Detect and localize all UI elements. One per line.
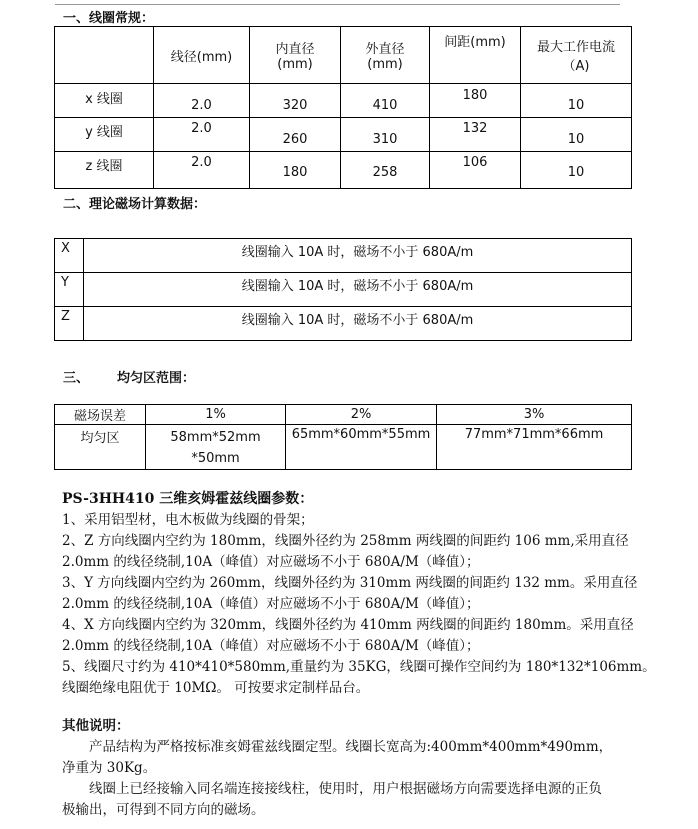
- table-row: Y 线圈输入 10A 时，磁场不小于 680A/m: [55, 273, 632, 307]
- params-line: 2、Z 方向线圈内空约为 180mm，线圈外径约为 258mm 两线圈的间距约 106 mm,采用直径: [62, 533, 629, 549]
- table-row: Z 线圈输入 10A 时，磁场不小于 680A/m: [55, 307, 632, 341]
- table-row: 均匀区 58mm*52mm *50mm 65mm*60mm*55mm 77mm*71mm*66mm: [55, 425, 632, 470]
- params-line: 2.0mm 的线径绕制,10A（峰值）对应磁场不小于 680A/M（峰值）；: [62, 638, 480, 654]
- params-line: 线圈绝缘电阻优于 10MΩ。 可按要求定制样品台。: [62, 680, 370, 696]
- table-row: z 线圈 2.0 180 258 106 10: [55, 152, 632, 189]
- coil-header-cell: [55, 27, 154, 84]
- notes-title: 其他说明：: [62, 718, 130, 734]
- notes-line: 净重为 30Kg。: [62, 760, 157, 776]
- table-row: y 线圈 2.0 260 310 132 10: [55, 118, 632, 152]
- params-line: 5、线圈尺寸约为 410*410*580mm,重量约为 35KG，线圈可操作空间约为 180*132*106mm。: [62, 659, 656, 675]
- notes-line: 产品结构为严格按标准亥姆霍兹线圈定型。线圈长宽高为:400mm*400mm*490mm，: [62, 739, 613, 755]
- coil-header-cell: 内直径 (mm): [250, 27, 341, 84]
- field-table: [54, 238, 632, 341]
- params-line: 1、采用铝型材，电木板做为线圈的骨架；: [62, 512, 314, 528]
- coil-header-cell: 线径(mm): [154, 27, 250, 84]
- section3-heading: 三、 均匀区范围：: [63, 371, 196, 386]
- coil-table: [54, 26, 632, 189]
- coil-header-cell: 最大工作电流 （A): [521, 27, 632, 84]
- notes-block: [62, 716, 662, 821]
- table-row: x 线圈 2.0 320 410 180 10: [55, 84, 632, 118]
- coil-header-cell: 间距(mm): [430, 27, 521, 84]
- header-rule: [55, 4, 620, 5]
- section2-heading: 二、理论磁场计算数据：: [63, 197, 207, 212]
- params-line: 4、X 方向线圈内空约为 320mm，线圈外径约为 410mm 两线圈的间距约 180mm。采用直径: [62, 617, 634, 633]
- coil-header-cell: 外直径 (mm): [341, 27, 430, 84]
- table-row: X 线圈输入 10A 时，磁场不小于 680A/m: [55, 239, 632, 273]
- params-block: [62, 489, 662, 699]
- notes-line: 线圈上已经接输入同名端连接接线柱，使用时，用户根据磁场方向需要选择电源的正负: [62, 781, 602, 797]
- params-line: 3、Y 方向线圈内空约为 260mm，线圈外径约为 310mm 两线圈的间距约 132 mm。采用直径: [62, 575, 638, 591]
- notes-line: 极输出，可得到不同方向的磁场。: [62, 802, 265, 818]
- uniform-value-1: 58mm*52mm *50mm: [146, 425, 286, 470]
- params-line: 2.0mm 的线径绕制,10A（峰值）对应磁场不小于 680A/M（峰值）；: [62, 554, 480, 570]
- params-line: 2.0mm 的线径绕制,10A（峰值）对应磁场不小于 680A/M（峰值）；: [62, 596, 480, 612]
- uniform-table: 磁场误差 1% 2% 3% 均匀区 58mm*52mm *50mm 65mm*60mm*55mm 77mm*71mm*66mm: [54, 404, 632, 470]
- section1-heading: 一、线圈常规：: [63, 11, 155, 26]
- params-title: PS-3HH410 三维亥姆霍兹线圈参数：: [62, 491, 314, 507]
